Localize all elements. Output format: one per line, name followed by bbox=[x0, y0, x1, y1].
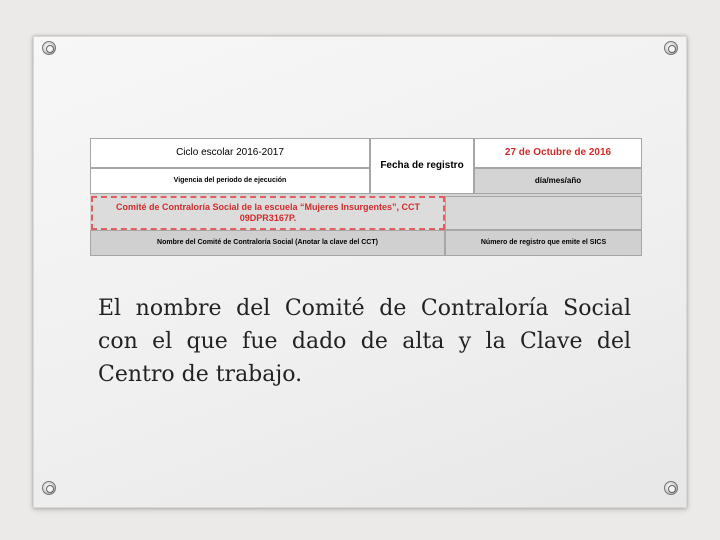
slide-body-text: El nombre del Comité de Contraloría Social con el que fue dado de alta y la Clave del Centro de trabajo. bbox=[98, 296, 631, 387]
registro-sics-label: Número de registro que emite el SICS bbox=[480, 238, 607, 246]
bottom-right-pin-icon bbox=[664, 481, 678, 495]
comite-label: Nombre del Comité de Contraloría Social (Anotar la clave del CCT) bbox=[157, 238, 378, 246]
fecha-formato-label: día/mes/año bbox=[534, 176, 582, 186]
ciclo-escolar-text: Ciclo escolar 2016-2017 bbox=[176, 147, 284, 158]
slide-card bbox=[33, 36, 687, 508]
fecha-registro-label: Fecha de registro bbox=[380, 160, 464, 171]
comite-nombre-line2: 09DPR3167P. bbox=[239, 213, 297, 223]
fecha-registro-value-cell bbox=[474, 138, 642, 168]
comite-nombre-cell bbox=[91, 196, 445, 230]
registro-sics-value-cell bbox=[445, 196, 642, 230]
vigencia-label: Vigencia del periodo de ejecución bbox=[173, 176, 287, 184]
top-right-pin-icon bbox=[664, 41, 678, 55]
registration-form-image bbox=[90, 138, 642, 256]
vigencia-cell bbox=[90, 168, 370, 194]
fecha-registro-value: 27 de Octubre de 2016 bbox=[504, 147, 612, 158]
comite-label-cell bbox=[90, 230, 445, 256]
top-left-pin-icon bbox=[42, 41, 56, 55]
registro-sics-label-cell bbox=[445, 230, 642, 256]
ciclo-escolar-cell bbox=[90, 138, 370, 168]
fecha-registro-label-cell bbox=[370, 138, 474, 194]
fecha-formato-cell bbox=[474, 168, 642, 194]
bottom-left-pin-icon bbox=[42, 481, 56, 495]
comite-nombre-line1: Comité de Contraloría Social de la escuela “Mujeres Insurgentes”, CCT bbox=[115, 202, 421, 213]
